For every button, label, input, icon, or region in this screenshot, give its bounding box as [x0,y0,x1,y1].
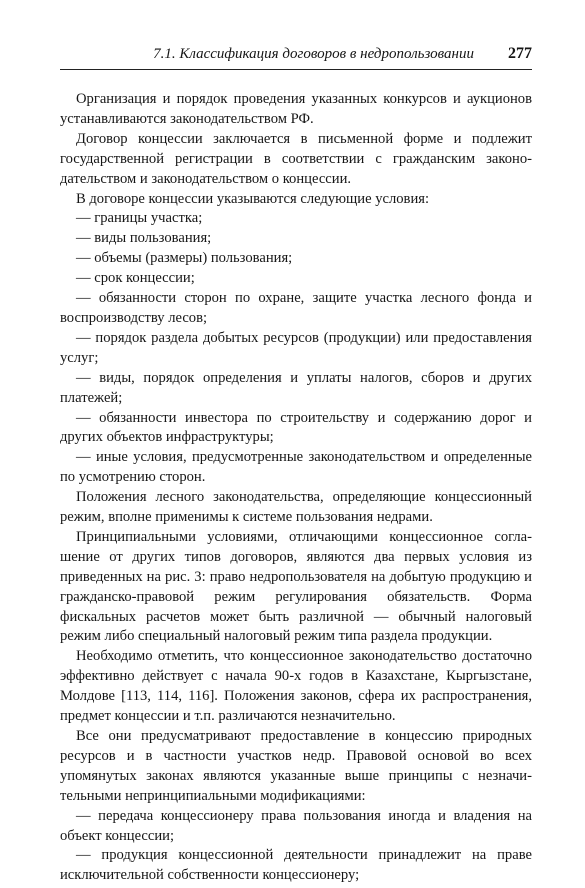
paragraph: Положения лесного законодательства, определяющие концессионный режим, вполне применимы к системе пользования недрами. [60,489,532,526]
header-rule [60,69,532,70]
paragraph: Организация и порядок проведения указанных конкурсов и аукционов устанавливаются законодательством РФ. [60,91,532,127]
list-item: — границы участка; [76,210,203,227]
paragraph: Все они предусматривают предоставление в концессию природных ресурсов и в частности участков недр. Правовой основой во всех упомянутых законах являются указанные выше принципы с незначительными непринципиальными модификациями: [60,728,532,804]
list-item: — объемы (размеры) пользования; [76,250,293,267]
body-text [60,90,532,886]
list-item: — срок концессии; [76,270,195,287]
chapter-title: 7.1. Классификация договоров в недропользовании [153,46,474,62]
paragraph: В договоре концессии указываются следующие условия: [76,190,430,207]
list-item: — обязанности сторон по охране, защите участка лесного фонда и воспроизводству лесов; [60,290,532,326]
paragraph: Необходимо отметить, что концессионное законодательство достаточно эффективно действует с начала 90-х годов в Казахстане, Кыргызстане, Молдове [113, 114, 116]. Положения законов, сфера их распространения, предмет концессии и т.п. различаются незначительно. [60,648,532,725]
paragraph: Принципиальными условиями, отличающими концессионное соглашение от других типов договоров, являются два первых условия из приведенных на рис. 3: право недропользователя на добытую продукцию и гражданско-правовой режим регулирования обязательств. Форма фискальных расчетов может быть различной — обычный налоговый режим либо специальный налоговый режим типа раздела продукции. [60,528,532,645]
list-item: — передача концессионеру права пользования иногда и владения на объект концессии; [60,807,532,844]
list-item: — виды пользования; [76,230,212,247]
paragraph: Договор концессии заключается в письменной форме и подлежит государственной регистрации в соответствии с гражданским законодательством и законодательством о концессии. [60,130,532,187]
running-header [60,46,532,68]
list-item: — обязанности инвестора по строительству и содержанию дорог и других объектов инфраструктуры; [60,409,532,446]
list-item: — продукция концессионной деятельности принадлежит на праве исключительной собственности концессионеру; [60,847,532,884]
list-item: — виды, порядок определения и уплаты налогов, сборов и других платежей; [60,369,532,406]
list-item: — иные условия, предусмотренные законодательством и определенные по усмотрению сторон. [60,449,532,486]
list-item: — порядок раздела добытых ресурсов (продукции) или предоставления услуг; [60,329,532,366]
page-number: 277 [508,45,532,62]
